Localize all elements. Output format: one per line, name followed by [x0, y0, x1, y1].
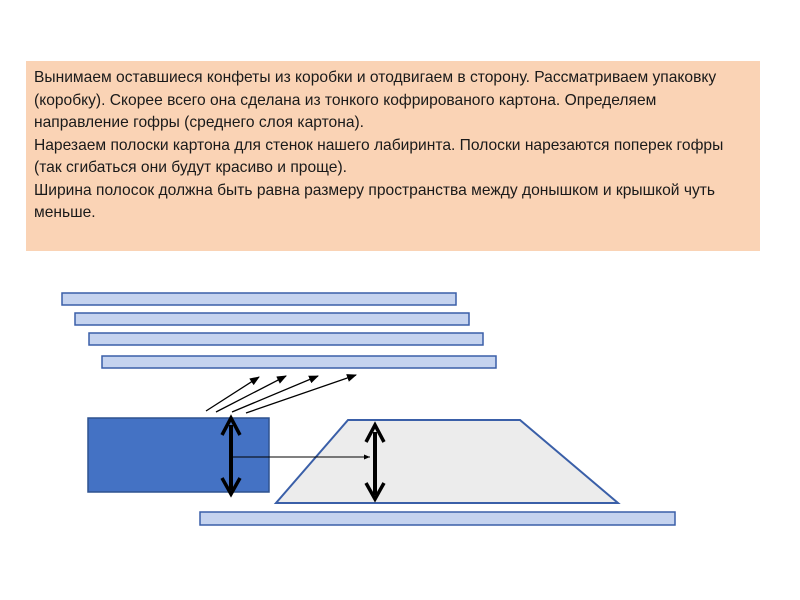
cardboard-strip-bottom: [200, 512, 675, 525]
instruction-paragraph-1: Вынимаем оставшиеся конфеты из коробки и отодвигаем в сторону. Рассматриваем упаковку (коробку). Скорее всего она сделана из тонкого кофрированого картона. Определяем направление гофры (среднего слоя картона).: [34, 69, 717, 131]
cardboard-strip-3: [89, 333, 483, 345]
cardboard-strip-2: [75, 313, 469, 325]
cardboard-box-section: [88, 418, 269, 492]
instruction-paragraph-3: Ширина полосок должна быть равна размеру пространства между донышком и крышкой чуть меньше.: [34, 181, 716, 221]
cardboard-strip-4: [102, 356, 496, 368]
instruction-paragraph-2: Нарезаем полоски картона для стенок нашего лабиринта. Полоски нарезаются поперек гофры (так сгибаться они будут красиво и проще).: [34, 136, 724, 176]
diagonal-arrow-4: [246, 375, 356, 413]
cardboard-strip-1: [62, 293, 456, 305]
box-cross-section-trapezoid: [276, 420, 618, 503]
